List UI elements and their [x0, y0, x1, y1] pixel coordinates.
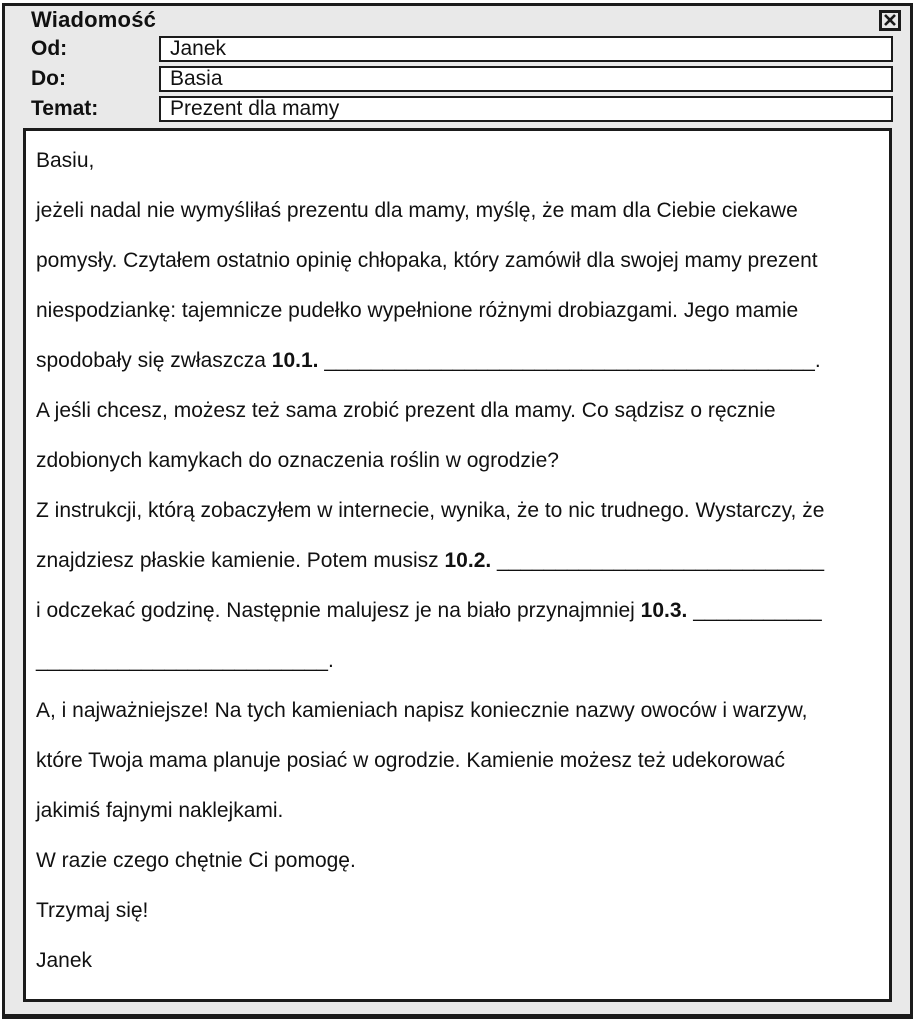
from-label: Od: [31, 37, 68, 60]
body-text: spodobały się zwłaszcza [36, 349, 272, 372]
gap-number: 10.2. [444, 549, 492, 572]
body-text: ____________________________ [491, 549, 825, 572]
body-line [36, 386, 879, 436]
body-line [36, 136, 879, 186]
body-text: A, i najważniejsze! Na tych kamieniach napisz koniecznie nazwy owoców i warzyw, [36, 699, 808, 722]
message-body [23, 128, 892, 1002]
body-text: Trzymaj się! [36, 899, 149, 922]
body-text: __________________________________________. [318, 349, 821, 372]
body-line [36, 436, 879, 486]
gap-number: 10.1. [271, 349, 319, 372]
body-text: które Twoja mama planuje posiać w ogrodzie. Kamienie możesz też udekorować [36, 749, 785, 772]
close-icon [884, 14, 896, 26]
titlebar [5, 6, 910, 34]
body-line [36, 836, 879, 886]
body-line [36, 486, 879, 536]
to-label: Do: [31, 67, 66, 90]
from-input[interactable]: Janek [159, 36, 893, 62]
body-line [36, 186, 879, 236]
field-row-subject [5, 94, 910, 124]
body-text: niespodziankę: tajemnicze pudełko wypełnione różnymi drobiazgami. Jego mamie [36, 299, 799, 322]
body-line [36, 286, 879, 336]
body-text: jeżeli nadal nie wymyśliłaś prezentu dla mamy, myślę, że mam dla Ciebie ciekawe [36, 199, 798, 222]
message-window [2, 3, 913, 1019]
body-line [36, 536, 879, 586]
field-row-to [5, 64, 910, 94]
to-input[interactable]: Basia [159, 66, 893, 92]
body-text: W razie czego chętnie Ci pomogę. [36, 849, 356, 872]
body-text: zdobionych kamykach do oznaczenia roślin w ogrodzie? [36, 449, 559, 472]
close-button[interactable] [879, 10, 901, 31]
window-title: Wiadomość [31, 7, 157, 32]
body-text: Basiu, [36, 149, 95, 172]
body-text: Z instrukcji, którą zobaczyłem w internecie, wynika, że to nic trudnego. Wystarczy, że [36, 499, 825, 522]
body-text: znajdziesz płaskie kamienie. Potem musisz [36, 549, 445, 572]
body-line [36, 636, 879, 686]
body-line [36, 686, 879, 736]
subject-input[interactable]: Prezent dla mamy [159, 96, 893, 122]
body-line [36, 586, 879, 636]
body-text: _________________________. [36, 649, 334, 672]
field-row-from [5, 34, 910, 64]
subject-label: Temat: [31, 97, 99, 120]
body-text: i odczekać godzinę. Następnie malujesz je na biało przynajmniej [36, 599, 641, 622]
body-text: jakimiś fajnymi naklejkami. [36, 799, 284, 822]
body-line [36, 936, 879, 986]
body-text: A jeśli chcesz, możesz też sama zrobić prezent dla mamy. Co sądzisz o ręcznie [36, 399, 776, 422]
body-line [36, 786, 879, 836]
body-text: Janek [36, 949, 93, 972]
body-line [36, 886, 879, 936]
body-line [36, 336, 879, 386]
body-line [36, 236, 879, 286]
gap-number: 10.3. [640, 599, 688, 622]
body-text: pomysły. Czytałem ostatnio opinię chłopaka, który zamówił dla swojej mamy prezent [36, 249, 818, 272]
body-text: ___________ [687, 599, 822, 622]
body-line [36, 736, 879, 786]
